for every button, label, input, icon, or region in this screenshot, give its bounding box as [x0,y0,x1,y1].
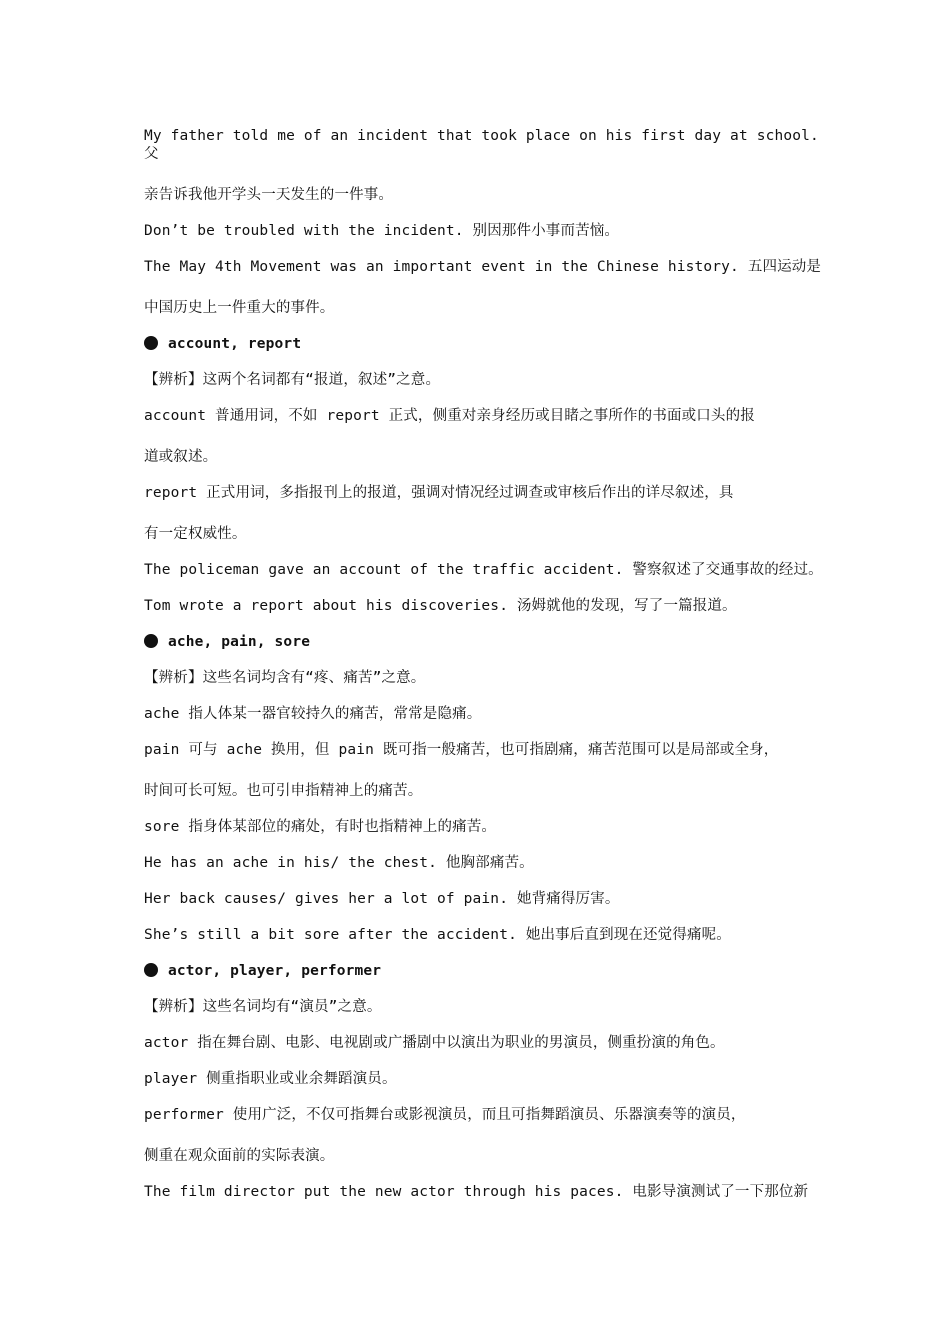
text-line: The policeman gave an account of the traffic accident. 警察叙述了交通事故的经过。 [144,562,823,578]
text-line: The May 4th Movement was an important event in the Chinese history. 五四运动是 [144,259,822,275]
text-line: My father told me of an incident that took place on his first day at school. 父 [144,128,819,162]
paragraph-performer-definition [144,1097,824,1174]
text-line: 亲告诉我他开学头一天发生的一件事。 [144,187,394,203]
paragraph-report-definition [144,475,824,552]
document-body [144,118,824,1210]
paragraph-incident-example-1 [144,118,824,213]
heading-text: actor, player, performer [168,963,382,979]
text-line: 有一定权威性。 [144,526,247,542]
text-line: report 正式用词，多指报刊上的报道，强调对情况经过调查或审核后作出的详尽叙述，具 [144,485,734,501]
bullet-icon [144,336,158,350]
text-line: 侧重在观众面前的实际表演。 [144,1148,335,1164]
text-line: performer 使用广泛，不仅可指舞台或影视演员，而且可指舞蹈演员、乐器演奏等的演员， [144,1107,746,1123]
text-line: 中国历史上一件重大的事件。 [144,300,335,316]
heading-text: ache, pain, sore [168,634,311,650]
text-line: She’s still a bit sore after the accident. 她出事后直到现在还觉得痛呢。 [144,927,731,943]
text-line: player 侧重指职业或业余舞蹈演员。 [144,1071,397,1087]
section-heading-actor-player-performer [144,953,824,989]
text-line: account 普通用词，不如 report 正式，侧重对亲身经历或目睹之事所作的书面或口头的报 [144,408,755,424]
paragraph-pain-definition [144,732,824,809]
text-line: sore 指身体某部位的痛处，有时也指精神上的痛苦。 [144,819,497,835]
paragraph-event-example [144,249,824,326]
text-line: He has an ache in his/ the chest. 他胸部痛苦。 [144,855,534,871]
text-line: 【辨析】这些名词均有“演员”之意。 [144,999,382,1015]
text-line: 【辨析】这些名词均含有“疼、痛苦”之意。 [144,670,426,686]
text-line: Don’t be troubled with the incident. 别因那件小事而苦恼。 [144,223,620,239]
bullet-icon [144,634,158,648]
text-line: pain 可与 ache 换用，但 pain 既可指一般痛苦，也可指剧痛，痛苦范围可以是局部或全身， [144,742,779,758]
section-heading-account-report [144,326,824,362]
text-line: 【辨析】这两个名词都有“报道，叙述”之意。 [144,372,441,388]
text-line: Her back causes/ gives her a lot of pain. 她背痛得厉害。 [144,891,620,907]
bullet-icon [144,963,158,977]
heading-text: account, report [168,336,302,352]
text-line: The film director put the new actor through his paces. 电影导演测试了一下那位新 [144,1184,809,1200]
text-line: 时间可长可短。也可引申指精神上的痛苦。 [144,783,423,799]
text-line: 道或叙述。 [144,449,218,465]
paragraph-account-definition [144,398,824,475]
section-heading-ache-pain-sore [144,624,824,660]
text-line: actor 指在舞台剧、电影、电视剧或广播剧中以演出为职业的男演员，侧重扮演的角色。 [144,1035,725,1051]
text-line: Tom wrote a report about his discoveries. 汤姆就他的发现，写了一篇报道。 [144,598,737,614]
text-line: ache 指人体某一器官较持久的痛苦，常常是隐痛。 [144,706,482,722]
